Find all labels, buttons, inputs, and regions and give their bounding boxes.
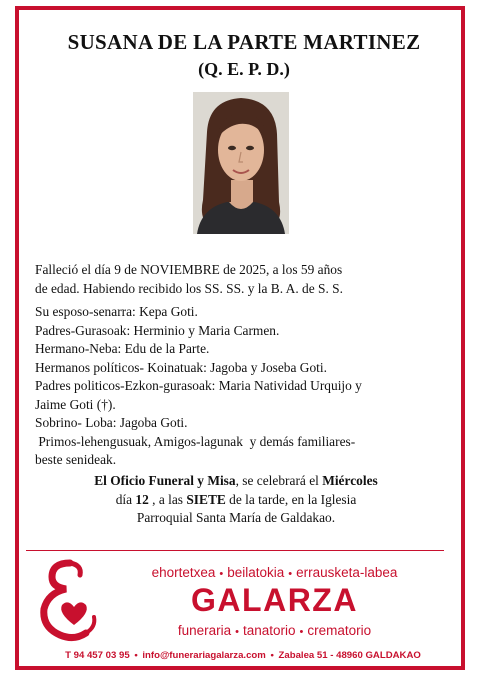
service-funeraria: funeraria [177,623,232,638]
service-errausketa-labea: errausketa-labea [296,565,398,580]
ceremony-title: El Oficio Funeral y Misa [94,473,236,488]
separator-dot: • [299,626,304,638]
divider-line [26,550,444,551]
qepd-label: (Q. E. P. D.) [198,59,290,79]
phone-number: T 94 457 03 95 [65,650,130,661]
ceremony-line-1 [36,472,436,491]
brand-name: GALARZA [191,582,358,618]
sibling-line: Hermano-Neba: Edu de la Parte. [35,341,210,356]
ceremony-text-4: de la tarde, en la Iglesia [225,491,357,507]
email-address: info@funerariagalarza.com [142,650,266,661]
ceremony-line-3: Parroquial Santa María de Galdakao. [136,510,336,525]
services-top-row [112,565,437,580]
parents-in-law-line-2: Jaime Goti (†). [35,396,116,412]
ceremony-text-1: , se celebrará el [235,473,323,488]
cousins-line-1: Primos-lehengusuak, Amigos-lagunak y demás familiares- [35,433,356,449]
portrait-photo [193,92,289,234]
notice-body [35,261,435,470]
ceremony-day: Miércoles [322,473,378,488]
galarza-logo-icon [34,557,104,642]
death-line-2: de edad. Habiendo recibido los SS. SS. y la B. A. de S. S. [35,280,343,296]
spouse-line: Su esposo-senarra: Kepa Goti. [35,304,198,319]
services-bottom-row [112,623,437,638]
separator-dot: • [235,626,239,638]
separator-dot: • [288,568,293,580]
ceremony-line-2 [36,491,436,510]
siblings-in-law-line: Hermanos políticos- Koinatuak: Jagoba y Joseba Goti. [35,359,327,375]
nephew-line: Sobrino- Loba: Jagoba Goti. [35,415,188,430]
service-beilatokia: beilatokia [227,565,285,580]
separator-dot: • [134,650,138,661]
service-tanatorio: tanatorio [242,623,296,638]
street-address: Zabalea 51 - 48960 GALDAKAO [278,650,421,661]
service-crematorio: crematorio [307,623,372,638]
cousins-line-2: beste senideak. [35,452,117,467]
deceased-name: SUSANA DE LA PARTE MARTINEZ [67,30,421,54]
death-line-1: Falleció el día 9 de NOVIEMBRE de 2025, a los 59 años [35,262,343,277]
ceremony-info [36,472,436,528]
parents-in-law-line-1: Padres politicos-Ezkon-gurasoak: Maria Natividad Urquijo y [35,378,362,393]
ceremony-text-3: , a las [148,491,187,507]
parents-line: Padres-Gurasoak: Herminio y Maria Carmen. [35,322,280,338]
service-ehortetxea: ehortetxea [151,565,216,580]
ceremony-text-2: día [115,491,136,507]
separator-dot: • [219,568,224,580]
ceremony-date: 12 [135,491,149,507]
contact-footer [26,650,460,661]
separator-dot: • [270,650,274,661]
ceremony-hour: SIETE [186,491,226,507]
